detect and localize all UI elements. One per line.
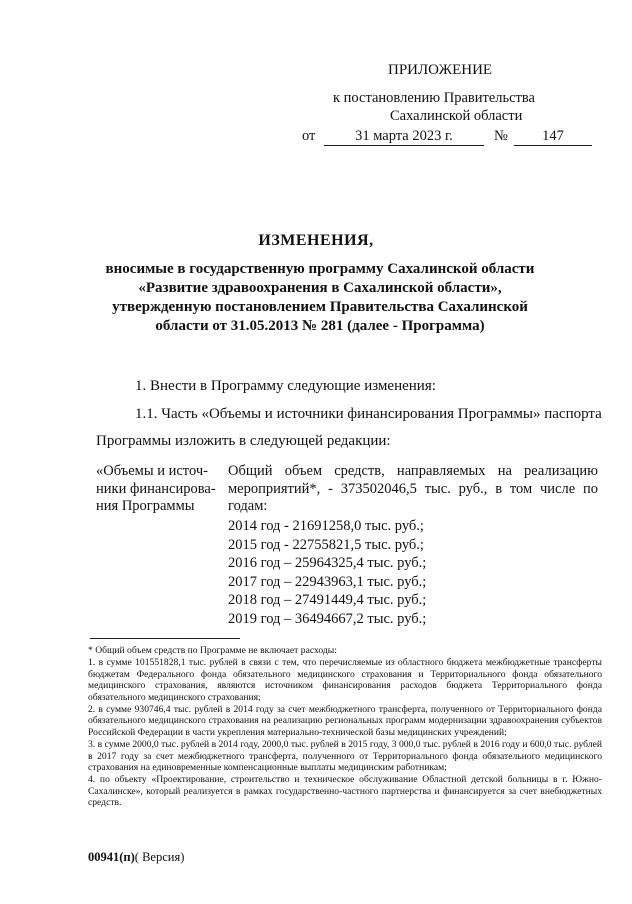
- document-subtitle: [80, 260, 560, 336]
- passport-funding-text: Общий объем средств, направляемых на реализацию мероприятий*, - 373502046,5 тыс. руб., в том числе по годам:: [228, 463, 598, 514]
- decree-number: 147: [514, 128, 592, 146]
- from-label: от: [302, 128, 316, 144]
- item-1: 1. Внести в Программу следующие изменения:: [135, 378, 436, 394]
- appendix-title: ПРИЛОЖЕНИЕ: [388, 62, 493, 78]
- footnote: 3. в сумме 2000,0 тыс. рублей в 2014 году, 2000,0 тыс. рублей в 2015 году, 3 000,0 тыс. рублей в 2016 году и 600,0 тыс. рублей в 2017 году за счет межбюджетного трансферта, полученного от Территориального фонда обязательного медицинского страхования на единовременные компенсационные выплаты медицинским работникам;: [88, 739, 602, 774]
- footnote: 1. в сумме 101551828,1 тыс. рублей в связи с тем, что перечисляемые из областного бюджета межбюджетные трансферты бюджетам Федерального фонда обязательного медицинского страхования и Территориального фонда обязательного медицинского страхования, являются источником финансирования расходов бюджета Территориального фонда обязательного медицинского страхования;: [88, 657, 602, 703]
- list-item: 2015 год - 22755821,5 тыс. руб.;: [228, 536, 424, 553]
- footnote-divider: [90, 638, 240, 639]
- document-title: ИЗМЕНЕНИЯ,: [258, 232, 374, 249]
- footnote: 4. по объекту «Проектирование, строительство и техническое обслуживание Областной детской больницы в г. Южно-Сахалинске», который реализуется в рамках государственно-частного партнерства и финансируется за счет внебюджетных средств.: [88, 774, 602, 809]
- appendix-ref-line-2: Сахалинской области: [390, 108, 523, 124]
- list-item: 2017 год – 22943963,1 тыс. руб.;: [228, 573, 427, 590]
- list-item: 2016 год – 25964325,4 тыс. руб.;: [228, 555, 427, 571]
- subtitle-line: «Развитие здравоохранения в Сахалинской области»,: [138, 280, 502, 296]
- decree-date: 31 марта 2023 г.: [324, 128, 484, 146]
- footnotes: [88, 645, 602, 810]
- appendix-ref-line-1: к постановлению Правительства: [333, 90, 535, 106]
- document-code: [88, 850, 184, 865]
- footnote: * Общий объем средств по Программе не включает расходы:: [88, 645, 337, 656]
- passport-label-line: «Объемы и источ-: [96, 463, 208, 479]
- subtitle-line: вносимые в государственную программу Сахалинской области: [105, 261, 535, 277]
- item-1-1: 1.1. Часть «Объемы и источники финансирования Программы» паспорта: [135, 406, 602, 422]
- number-label: №: [494, 128, 508, 144]
- list-item: 2019 год – 36494667,2 тыс. руб.;: [228, 610, 427, 627]
- passport-label-line: ния Программы: [96, 498, 195, 514]
- passport-section-label: [96, 463, 221, 516]
- passport-label-line: ники финансирова-: [96, 480, 216, 497]
- subtitle-line: утвержденную постановлением Правительства Сахалинской: [112, 299, 528, 315]
- document-code-number: 00941(п): [88, 850, 135, 864]
- funding-year-list: [228, 517, 426, 628]
- footnote: 2. в сумме 930746,4 тыс. рублей в 2014 году за счет межбюджетного трансферта, полученного от Территориального фонда обязательного медицинского страхования на реализацию региональных программ модернизации здравоохранения субъектов Российской Федерации в части укрепления материально-технической базы медицинских учреждений;: [88, 704, 602, 738]
- list-item: 2018 год – 27491449,4 тыс. руб.;: [228, 592, 427, 608]
- decree-row: [302, 128, 602, 148]
- item-1-1-continuation: Программы изложить в следующей редакции:: [96, 433, 391, 449]
- subtitle-line: области от 31.05.2013 № 281 (далее - Программа): [155, 318, 485, 334]
- list-item: 2014 год - 21691258,0 тыс. руб.;: [228, 518, 424, 534]
- document-version: ( Версия): [134, 850, 185, 864]
